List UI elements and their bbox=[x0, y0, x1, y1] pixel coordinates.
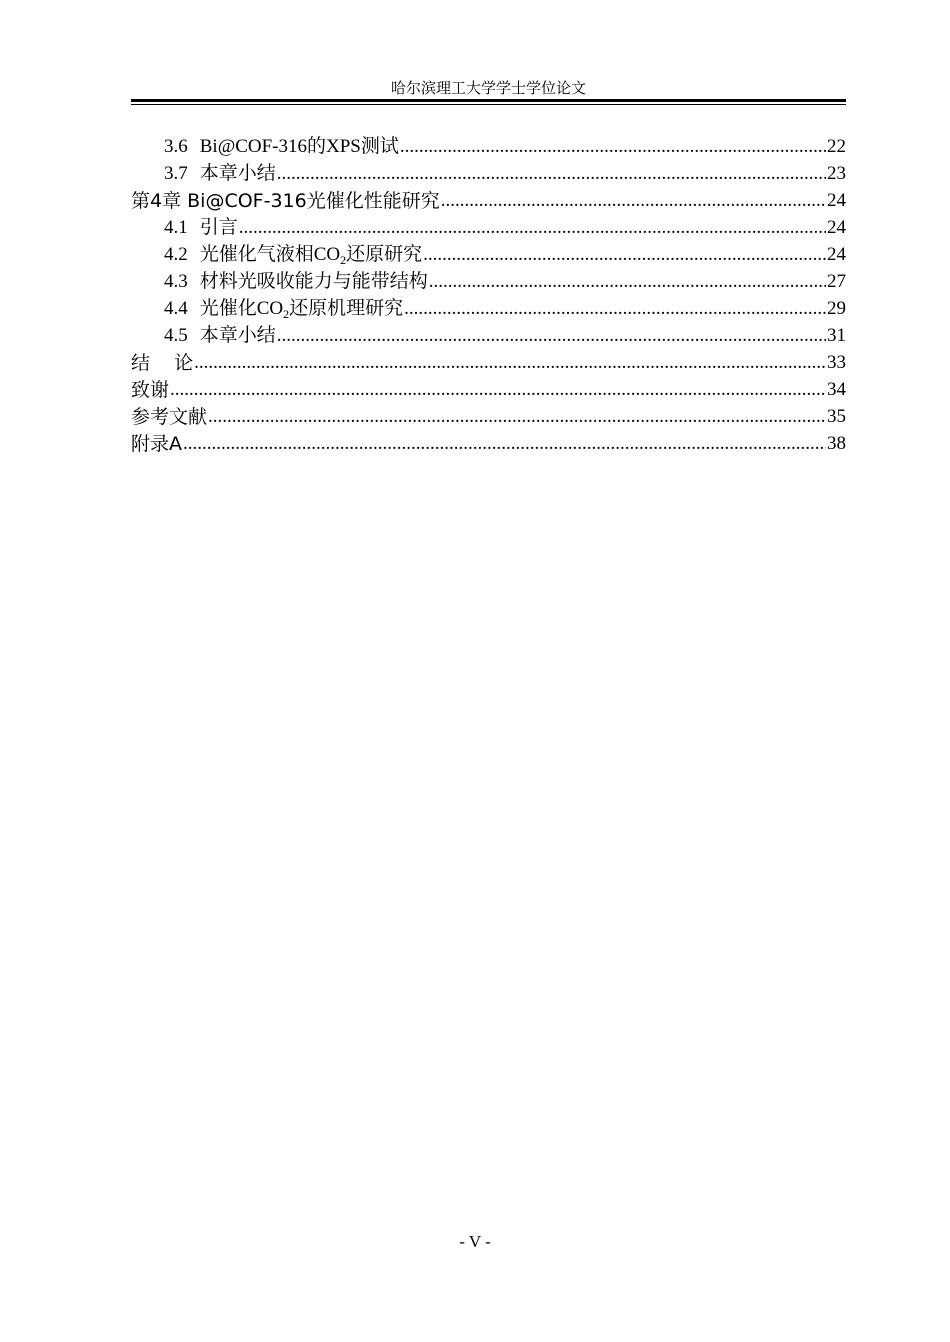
toc-entry-4-2[interactable] bbox=[131, 240, 846, 267]
toc-entry-4-1[interactable] bbox=[131, 213, 846, 240]
toc-entry-number: 3.6 bbox=[164, 136, 188, 157]
toc-entry-title: 材料光吸收能力与能带结构 bbox=[199, 271, 428, 292]
toc-entry-title: 光催化$CO_2$还原机理研究 bbox=[199, 298, 404, 321]
toc-entry-page: 24 bbox=[827, 190, 846, 211]
running-header: 哈尔滨理工大学学士学位论文 bbox=[390, 81, 586, 97]
toc-leader-dots bbox=[400, 135, 826, 159]
toc-leader-dots bbox=[404, 297, 826, 321]
header-rule-thick bbox=[131, 99, 846, 102]
toc-entry-title: 本章小结 bbox=[199, 325, 276, 346]
toc-entry-4-5[interactable] bbox=[131, 321, 846, 348]
toc-entry-title: 本章小结 bbox=[199, 163, 276, 184]
toc-entry-conclusion[interactable] bbox=[131, 348, 846, 375]
table-of-contents bbox=[131, 132, 846, 456]
toc-entry-3-7[interactable] bbox=[131, 159, 846, 186]
toc-entry-page: 31 bbox=[827, 325, 846, 346]
toc-entry-title: 参考文献 bbox=[131, 406, 208, 428]
toc-leader-dots bbox=[183, 431, 826, 456]
toc-leader-dots bbox=[423, 243, 826, 267]
toc-entry-number: 4.5 bbox=[164, 325, 188, 346]
header-rule-thin bbox=[131, 104, 846, 105]
toc-entry-number: 4.1 bbox=[164, 217, 188, 238]
toc-entry-page: 34 bbox=[827, 379, 846, 400]
toc-entry-acknowledgements[interactable] bbox=[131, 375, 846, 402]
toc-entry-title: 结 论 bbox=[131, 352, 194, 374]
toc-entry-page: 35 bbox=[827, 406, 846, 427]
toc-leader-dots bbox=[277, 162, 826, 186]
toc-entry-page: 24 bbox=[827, 217, 846, 238]
toc-entry-title: 引言 bbox=[199, 217, 238, 238]
toc-entry-title: 第4章 Bi@COF-316光催化性能研究 bbox=[131, 190, 440, 212]
toc-entry-number: 4.3 bbox=[164, 271, 188, 292]
toc-entry-references[interactable] bbox=[131, 402, 846, 429]
toc-leader-dots bbox=[194, 350, 826, 375]
toc-entry-page: 22 bbox=[827, 136, 846, 157]
toc-leader-dots bbox=[429, 270, 826, 294]
toc-entry-4-4[interactable] bbox=[131, 294, 846, 321]
toc-leader-dots bbox=[441, 188, 826, 213]
toc-entry-number: 3.7 bbox=[164, 163, 188, 184]
toc-entry-page: 23 bbox=[827, 163, 846, 184]
toc-entry-3-6[interactable] bbox=[131, 132, 846, 159]
toc-entry-page: 29 bbox=[827, 298, 846, 319]
toc-entry-appendix-a[interactable] bbox=[131, 429, 846, 456]
toc-leader-dots bbox=[277, 324, 826, 348]
page-number: - V - bbox=[459, 1232, 491, 1251]
toc-leader-dots bbox=[239, 216, 826, 240]
toc-entry-page: 38 bbox=[827, 433, 846, 454]
toc-entry-number: 4.2 bbox=[164, 244, 188, 265]
toc-entry-title: 附录A bbox=[131, 433, 182, 455]
toc-entry-title: Bi@COF-316的XPS测试 bbox=[199, 136, 399, 157]
toc-leader-dots bbox=[170, 377, 826, 402]
toc-entry-title: 致谢 bbox=[131, 379, 170, 401]
toc-entry-number: 4.4 bbox=[164, 298, 188, 319]
toc-entry-page: 24 bbox=[827, 244, 846, 265]
toc-entry-4-3[interactable] bbox=[131, 267, 846, 294]
toc-entry-page: 27 bbox=[827, 271, 846, 292]
toc-entry-page: 33 bbox=[827, 352, 846, 373]
toc-entry-chapter-4[interactable] bbox=[131, 186, 846, 213]
toc-entry-title: 光催化气液相$CO_2$还原研究 bbox=[199, 244, 423, 267]
toc-leader-dots bbox=[208, 404, 826, 429]
